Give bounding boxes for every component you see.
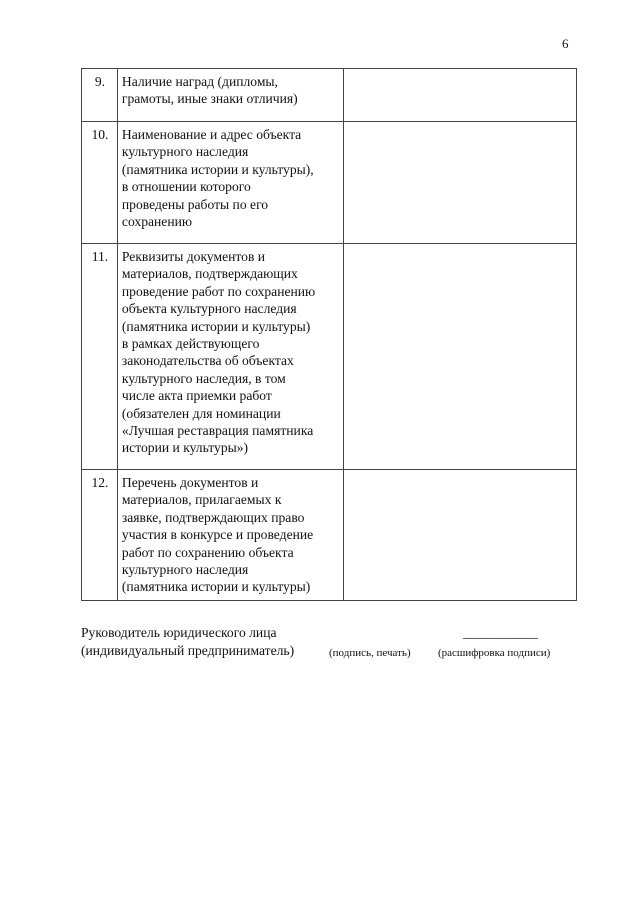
signature-title: Руководитель юридического лица xyxy=(81,625,277,640)
row-value-field[interactable] xyxy=(343,244,576,470)
row-label-line: (памятника истории и культуры), xyxy=(121,161,314,177)
row-label-line: заявке, подтверждающих право xyxy=(121,509,305,525)
table-row xyxy=(82,122,577,244)
row-number: 10. xyxy=(82,122,118,244)
row-label-line: Реквизиты документов и xyxy=(121,249,266,264)
signature-hint-sign: (подпись, печать) xyxy=(329,647,411,659)
row-value-field[interactable] xyxy=(343,122,576,244)
row-label-line: Наличие наград (дипломы, xyxy=(121,74,278,89)
signature-row-1 xyxy=(81,624,581,642)
row-label-line: истории и культуры») xyxy=(121,440,249,456)
signature-block xyxy=(81,624,581,660)
table-row xyxy=(82,244,577,470)
row-number: 11. xyxy=(82,244,118,470)
row-value-field[interactable] xyxy=(343,470,576,601)
row-label-line: материалов, прилагаемых к xyxy=(121,492,282,508)
signature-hint-decode: (расшифровка подписи) xyxy=(438,647,551,659)
row-label-line: объекта культурного наследия xyxy=(121,301,297,317)
row-label-line: (памятника истории и культуры) xyxy=(121,579,311,595)
row-label-line: культурного наследия xyxy=(121,562,249,578)
row-number: 9. xyxy=(82,69,118,122)
row-label-line: работ по сохранению объекта xyxy=(121,544,294,560)
row-label-line: (памятника истории и культуры) xyxy=(121,318,311,334)
row-label-line: Перечень документов и xyxy=(121,475,259,490)
application-form-table xyxy=(81,68,577,601)
row-label-line: числе акта приемки работ xyxy=(121,388,272,404)
row-label-line: культурного наследия, в том xyxy=(121,370,286,386)
row-label-line: законодательства об объектах xyxy=(121,353,294,369)
row-number: 12. xyxy=(82,470,118,601)
row-label-line: сохранению xyxy=(121,214,193,230)
table-row xyxy=(82,69,577,122)
signature-row-2 xyxy=(81,642,581,660)
row-label xyxy=(117,470,343,601)
row-label-line: в рамках действующего xyxy=(121,336,260,352)
signature-blank-line[interactable]: ___________ xyxy=(463,625,538,640)
row-label-line: проведены работы по его xyxy=(121,196,269,212)
row-label xyxy=(117,69,343,122)
row-label-line: (обязателен для номинации xyxy=(121,405,281,421)
row-label-line: проведение работ по сохранению xyxy=(121,283,316,299)
row-label xyxy=(117,244,343,470)
page-number: 6 xyxy=(562,36,569,51)
table-row xyxy=(82,470,577,601)
row-label-line: материалов, подтверждающих xyxy=(121,266,298,282)
row-label-line: грамоты, иные знаки отличия) xyxy=(121,91,298,107)
row-label-line: Наименование и адрес объекта xyxy=(121,127,302,142)
signature-subtitle: (индивидуальный предприниматель) xyxy=(81,643,295,658)
row-label-line: в отношении которого xyxy=(121,179,251,195)
row-label-line: участия в конкурсе и проведение xyxy=(121,527,314,543)
row-label-line: «Лучшая реставрация памятника xyxy=(121,423,314,439)
row-label-line: культурного наследия xyxy=(121,144,249,160)
row-label xyxy=(117,122,343,244)
row-value-field[interactable] xyxy=(343,69,576,122)
